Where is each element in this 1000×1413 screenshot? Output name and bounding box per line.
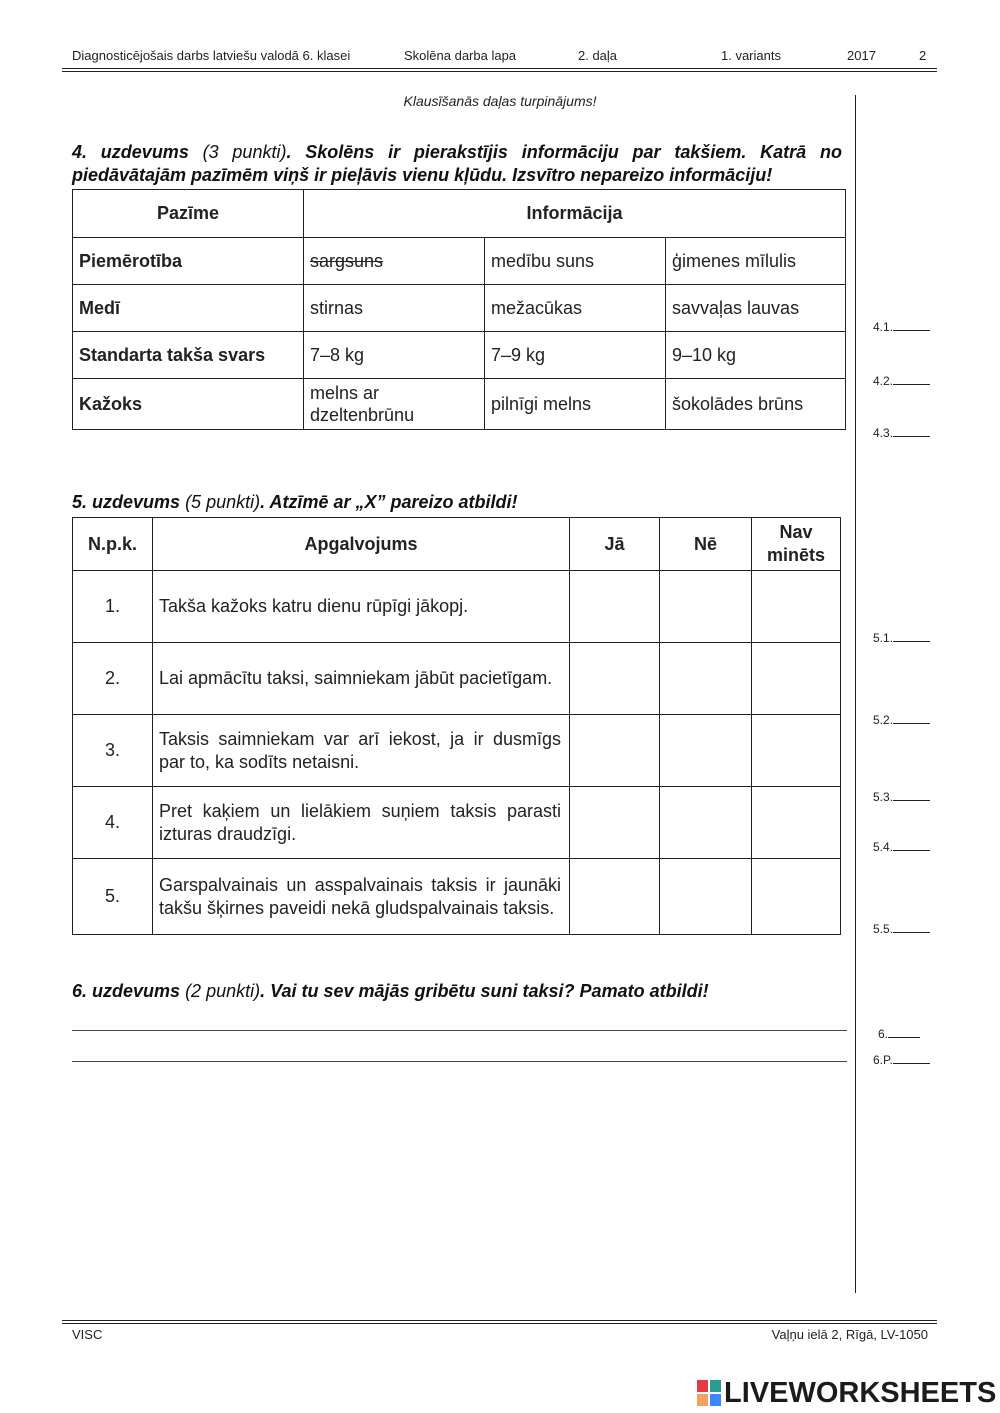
task5-heading bbox=[72, 491, 842, 514]
answer-cell-yes[interactable] bbox=[570, 715, 660, 787]
answer-line[interactable] bbox=[72, 1030, 847, 1031]
task4-option[interactable]: savvaļas lauvas bbox=[666, 285, 846, 332]
score-blank[interactable] bbox=[893, 790, 930, 801]
answer-cell-no[interactable] bbox=[660, 571, 752, 643]
task4-header-row bbox=[73, 190, 846, 238]
score-field-5-3[interactable] bbox=[873, 790, 930, 804]
header-year: 2017 bbox=[847, 48, 876, 63]
task4-col-feature: Pazīme bbox=[73, 190, 304, 238]
task5-col-not-mentioned: Nav minēts bbox=[752, 518, 841, 571]
score-blank[interactable] bbox=[893, 922, 930, 933]
logo-square bbox=[710, 1394, 721, 1406]
answer-cell-no[interactable] bbox=[660, 787, 752, 859]
task5-statement: Taksis saimniekam var arī iekost, ja ir dusmīgs par to, ka sodīts netaisni. bbox=[153, 715, 570, 787]
task4-option[interactable]: pilnīgi melns bbox=[485, 379, 666, 430]
task4-option[interactable]: stirnas bbox=[304, 285, 485, 332]
liveworksheets-logo-icon bbox=[697, 1380, 721, 1406]
answer-cell-not-mentioned[interactable] bbox=[752, 859, 841, 935]
table-row bbox=[73, 787, 841, 859]
task6-heading bbox=[72, 980, 842, 1003]
score-label: 5.4. bbox=[873, 840, 894, 854]
liveworksheets-logo[interactable] bbox=[697, 1378, 996, 1408]
task4-option[interactable]: mežacūkas bbox=[485, 285, 666, 332]
task5-col-statement: Apgalvojums bbox=[153, 518, 570, 571]
answer-cell-yes[interactable] bbox=[570, 643, 660, 715]
task4-option[interactable]: 9–10 kg bbox=[666, 332, 846, 379]
task5-col-yes: Jā bbox=[570, 518, 660, 571]
task5-statement: Garspalvainais un asspalvainais taksis ir jaunāki takšu šķirnes paveidi nekā gludspalvainais taksis. bbox=[153, 859, 570, 935]
task4-feature: Kažoks bbox=[73, 379, 304, 430]
header-rule bbox=[62, 68, 937, 69]
score-blank[interactable] bbox=[893, 426, 930, 437]
answer-line[interactable] bbox=[72, 1061, 847, 1062]
score-label: 4.2. bbox=[873, 374, 894, 388]
task5-row-number: 4. bbox=[73, 787, 153, 859]
header-part: 2. daļa bbox=[578, 48, 618, 63]
task5-col-no: Nē bbox=[660, 518, 752, 571]
score-blank[interactable] bbox=[893, 1053, 930, 1064]
task4-option[interactable]: melns ar dzeltenbrūnu bbox=[304, 379, 485, 430]
logo-square bbox=[697, 1394, 708, 1406]
task4-option[interactable]: 7–8 kg bbox=[304, 332, 485, 379]
logo-square bbox=[710, 1380, 721, 1392]
score-label: 4.1. bbox=[873, 320, 894, 334]
task5-row-number: 3. bbox=[73, 715, 153, 787]
answer-cell-yes[interactable] bbox=[570, 571, 660, 643]
task4-option[interactable] bbox=[304, 238, 485, 285]
task5-row-number: 5. bbox=[73, 859, 153, 935]
task5-statement: Takša kažoks katru dienu rūpīgi jākopj. bbox=[153, 571, 570, 643]
footer-left: VISC bbox=[72, 1327, 103, 1342]
task6-points: (2 punkti) bbox=[185, 981, 261, 1001]
task5-row-number: 1. bbox=[73, 571, 153, 643]
score-field-4-2[interactable] bbox=[873, 374, 930, 388]
score-label: 5.1. bbox=[873, 631, 894, 645]
score-blank[interactable] bbox=[893, 320, 930, 331]
task5-points: (5 punkti) bbox=[185, 492, 261, 512]
task4-label: 4. uzdevums bbox=[72, 142, 189, 162]
logo-square bbox=[697, 1380, 708, 1392]
task5-header-row bbox=[73, 518, 841, 571]
task4-feature: Standarta takša svars bbox=[73, 332, 304, 379]
score-field-6[interactable] bbox=[878, 1027, 920, 1041]
footer-rule bbox=[62, 1320, 937, 1321]
logo-text: LIVEWORKSHEETS bbox=[724, 1376, 997, 1409]
task4-table bbox=[72, 189, 846, 430]
task4-option[interactable]: ģimenes mīlulis bbox=[666, 238, 846, 285]
task5-table bbox=[72, 517, 841, 935]
task4-feature: Medī bbox=[73, 285, 304, 332]
answer-cell-no[interactable] bbox=[660, 859, 752, 935]
score-blank[interactable] bbox=[893, 713, 930, 724]
section-subtitle: Klausīšanās daļas turpinājums! bbox=[403, 93, 597, 109]
task6-label: 6. uzdevums bbox=[72, 981, 181, 1001]
score-blank[interactable] bbox=[893, 374, 930, 385]
score-field-5-2[interactable] bbox=[873, 713, 930, 727]
answer-cell-not-mentioned[interactable] bbox=[752, 715, 841, 787]
task5-statement: Pret kaķiem un lielākiem suņiem taksis parasti izturas draudzīgi. bbox=[153, 787, 570, 859]
table-row bbox=[73, 571, 841, 643]
answer-cell-no[interactable] bbox=[660, 643, 752, 715]
answer-cell-yes[interactable] bbox=[570, 859, 660, 935]
header-rule-thin bbox=[62, 71, 937, 72]
answer-cell-not-mentioned[interactable] bbox=[752, 571, 841, 643]
answer-cell-not-mentioned[interactable] bbox=[752, 643, 841, 715]
table-row bbox=[73, 859, 841, 935]
score-field-5-4[interactable] bbox=[873, 840, 930, 854]
task5-instruction: . Atzīmē ar „X” pareizo atbildi! bbox=[260, 492, 518, 512]
table-row bbox=[73, 332, 846, 379]
table-row bbox=[73, 238, 846, 285]
score-field-4-3[interactable] bbox=[873, 426, 930, 440]
table-row bbox=[73, 643, 841, 715]
score-blank[interactable] bbox=[893, 631, 930, 642]
task6-instruction: . Vai tu sev mājās gribētu suni taksi? Pamato atbildi! bbox=[260, 981, 709, 1001]
header-sheet: Skolēna darba lapa bbox=[404, 48, 517, 63]
answer-cell-no[interactable] bbox=[660, 715, 752, 787]
table-row bbox=[73, 285, 846, 332]
footer-rule-thin bbox=[62, 1323, 937, 1324]
task5-col-num: N.p.k. bbox=[73, 518, 153, 571]
task4-points: (3 punkti) bbox=[202, 142, 287, 162]
table-row bbox=[73, 715, 841, 787]
score-label: 4.3. bbox=[873, 426, 894, 440]
score-field-4-1[interactable] bbox=[873, 320, 930, 334]
task4-option[interactable]: šokolādes brūns bbox=[666, 379, 846, 430]
task4-option-text: sargsuns bbox=[310, 250, 384, 271]
table-row bbox=[73, 379, 846, 430]
margin-divider bbox=[855, 95, 856, 1293]
score-blank[interactable] bbox=[893, 840, 930, 851]
task5-label: 5. uzdevums bbox=[72, 492, 181, 512]
score-field-5-1[interactable] bbox=[873, 631, 930, 645]
header-page-number: 2 bbox=[919, 48, 927, 63]
score-label: 5.5. bbox=[873, 922, 894, 936]
answer-cell-not-mentioned[interactable] bbox=[752, 787, 841, 859]
score-field-5-5[interactable] bbox=[873, 922, 930, 936]
task4-col-info: Informācija bbox=[304, 190, 846, 238]
task4-option[interactable]: 7–9 kg bbox=[485, 332, 666, 379]
header-title: Diagnosticējošais darbs latviešu valodā 6. klasei bbox=[72, 48, 351, 63]
score-label: 5.3. bbox=[873, 790, 894, 804]
task4-feature: Piemērotība bbox=[73, 238, 304, 285]
score-blank[interactable] bbox=[888, 1027, 920, 1038]
task5-statement: Lai apmācītu taksi, saimniekam jābūt pacietīgam. bbox=[153, 643, 570, 715]
task4-heading bbox=[72, 141, 842, 187]
task4-option[interactable]: medību suns bbox=[485, 238, 666, 285]
score-label: 5.2. bbox=[873, 713, 894, 727]
task5-row-number: 2. bbox=[73, 643, 153, 715]
score-label: 6.P. bbox=[873, 1053, 893, 1067]
score-label: 6. bbox=[878, 1027, 889, 1041]
header-variant: 1. variants bbox=[721, 48, 781, 63]
score-field-6p[interactable] bbox=[873, 1053, 930, 1067]
answer-cell-yes[interactable] bbox=[570, 787, 660, 859]
task4-instruction: . Skolēns ir pierakstījis informāciju par takšiem. Katrā no piedāvātajām pazīmēm viņš ir pieļāvis vienu kļūdu. Izsvītro nepareizo informāciju! bbox=[72, 142, 842, 185]
footer-address: Vaļņu ielā 2, Rīgā, LV-1050 bbox=[771, 1327, 928, 1342]
